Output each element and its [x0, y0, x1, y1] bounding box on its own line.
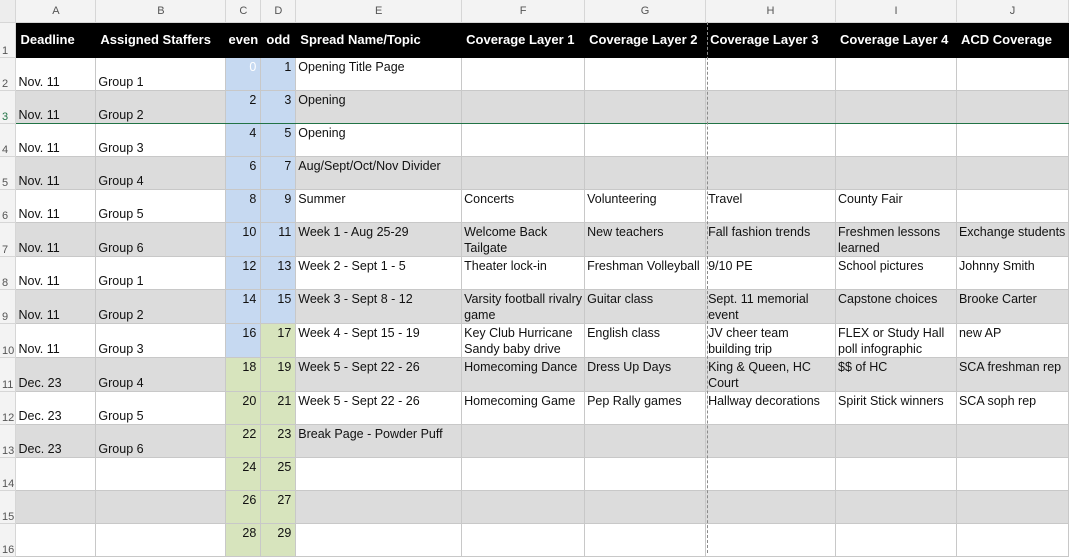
staffers-cell[interactable] — [96, 490, 226, 523]
row-number[interactable]: 5 — [0, 156, 16, 189]
spread-topic-cell[interactable]: Week 3 - Sept 8 - 12 — [296, 289, 462, 323]
spread-topic-cell[interactable]: Week 5 - Sept 22 - 26 — [296, 357, 462, 391]
deadline-cell[interactable]: Nov. 11 — [16, 189, 96, 222]
acd-coverage-cell[interactable]: Brooke Carter — [956, 289, 1068, 323]
coverage-layer-4-cell[interactable]: Spirit Stick winners — [836, 391, 957, 424]
odd-page-cell[interactable]: 13 — [261, 256, 296, 289]
odd-page-cell[interactable]: 17 — [261, 323, 296, 357]
coverage-layer-1-cell[interactable] — [462, 123, 585, 156]
spread-topic-cell[interactable]: Week 4 - Sept 15 - 19 — [296, 323, 462, 357]
header-spread-name[interactable]: Spread Name/Topic — [296, 22, 462, 57]
odd-page-cell[interactable]: 1 — [261, 57, 296, 90]
coverage-layer-2-cell[interactable]: Guitar class — [585, 289, 706, 323]
header-coverage-layer-2[interactable]: Coverage Layer 2 — [585, 22, 706, 57]
column-header-H[interactable]: H — [706, 0, 836, 22]
coverage-layer-2-cell[interactable] — [585, 90, 706, 123]
table-row — [0, 156, 1069, 189]
spread-topic-cell[interactable]: Opening Title Page — [296, 57, 462, 90]
odd-page-cell[interactable]: 19 — [261, 357, 296, 391]
row-number[interactable]: 2 — [0, 57, 16, 90]
coverage-layer-1-cell[interactable]: Key Club Hurricane Sandy baby drive — [462, 323, 585, 357]
deadline-cell[interactable]: Dec. 23 — [16, 357, 96, 391]
coverage-layer-3-cell[interactable]: Travel — [706, 189, 836, 222]
row-number[interactable]: 12 — [0, 391, 16, 424]
coverage-layer-2-cell[interactable]: Volunteering — [585, 189, 706, 222]
odd-page-cell[interactable]: 5 — [261, 123, 296, 156]
staffers-cell[interactable]: Group 1 — [96, 256, 226, 289]
table-row — [0, 57, 1069, 90]
deadline-cell[interactable]: Dec. 23 — [16, 424, 96, 457]
table-row — [0, 523, 1069, 556]
header-acd-coverage[interactable]: ACD Coverage — [956, 22, 1068, 57]
deadline-cell[interactable] — [16, 457, 96, 490]
coverage-layer-4-cell[interactable]: County Fair — [836, 189, 957, 222]
row-number[interactable]: 13 — [0, 424, 16, 457]
odd-page-cell[interactable]: 7 — [261, 156, 296, 189]
deadline-cell[interactable]: Nov. 11 — [16, 123, 96, 156]
acd-coverage-cell[interactable] — [956, 523, 1068, 556]
coverage-layer-2-cell[interactable] — [585, 457, 706, 490]
table-row — [0, 189, 1069, 222]
coverage-layer-3-cell[interactable] — [706, 490, 836, 523]
coverage-layer-4-cell[interactable]: Freshmen lessons learned — [836, 222, 957, 256]
even-page-cell[interactable]: 6 — [226, 156, 261, 189]
deadline-cell[interactable]: Dec. 23 — [16, 391, 96, 424]
table-row — [0, 256, 1069, 289]
coverage-layer-4-cell[interactable]: Capstone choices — [836, 289, 957, 323]
coverage-layer-2-cell[interactable]: Dress Up Days — [585, 357, 706, 391]
coverage-layer-2-cell[interactable]: Freshman Volleyball — [585, 256, 706, 289]
coverage-layer-1-cell[interactable] — [462, 156, 585, 189]
acd-coverage-cell[interactable] — [956, 189, 1068, 222]
coverage-layer-1-cell[interactable]: Varsity football rivalry game — [462, 289, 585, 323]
table-row — [0, 90, 1069, 123]
even-page-cell[interactable]: 24 — [226, 457, 261, 490]
deadline-cell[interactable]: Nov. 11 — [16, 90, 96, 123]
staffers-cell[interactable]: Group 2 — [96, 289, 226, 323]
coverage-layer-1-cell[interactable]: Concerts — [462, 189, 585, 222]
table-row — [0, 222, 1069, 256]
even-page-cell[interactable]: 22 — [226, 424, 261, 457]
table-header-row — [0, 22, 1069, 57]
spread-topic-cell[interactable]: Break Page - Powder Puff — [296, 424, 462, 457]
spread-topic-cell[interactable]: Week 5 - Sept 22 - 26 — [296, 391, 462, 424]
coverage-layer-4-cell[interactable] — [836, 490, 957, 523]
odd-page-cell[interactable]: 23 — [261, 424, 296, 457]
odd-page-cell[interactable]: 11 — [261, 222, 296, 256]
staffers-cell[interactable]: Group 6 — [96, 424, 226, 457]
coverage-layer-1-cell[interactable] — [462, 523, 585, 556]
column-header-E[interactable]: E — [296, 0, 462, 22]
header-deadline[interactable]: Deadline — [16, 22, 96, 57]
coverage-layer-4-cell[interactable] — [836, 523, 957, 556]
coverage-layer-1-cell[interactable] — [462, 424, 585, 457]
coverage-layer-3-cell[interactable]: King & Queen, HC Court — [706, 357, 836, 391]
coverage-layer-3-cell[interactable] — [706, 523, 836, 556]
header-odd[interactable]: odd — [261, 22, 296, 57]
staffers-cell[interactable]: Group 6 — [96, 222, 226, 256]
page-break-line — [707, 22, 708, 553]
column-header-C[interactable]: C — [226, 0, 261, 22]
coverage-layer-4-cell[interactable]: $$ of HC — [836, 357, 957, 391]
coverage-layer-4-cell[interactable] — [836, 123, 957, 156]
coverage-layer-3-cell[interactable]: Hallway decorations — [706, 391, 836, 424]
coverage-layer-4-cell[interactable]: School pictures — [836, 256, 957, 289]
coverage-layer-2-cell[interactable] — [585, 156, 706, 189]
column-header-row — [0, 0, 1069, 22]
odd-page-cell[interactable]: 15 — [261, 289, 296, 323]
row-number[interactable]: 11 — [0, 357, 16, 391]
table-row — [0, 289, 1069, 323]
coverage-layer-2-cell[interactable] — [585, 123, 706, 156]
acd-coverage-cell[interactable] — [956, 156, 1068, 189]
column-header-I[interactable]: I — [836, 0, 957, 22]
coverage-layer-4-cell[interactable] — [836, 424, 957, 457]
even-page-cell[interactable]: 0 — [226, 57, 261, 90]
spread-topic-cell[interactable] — [296, 523, 462, 556]
header-coverage-layer-4[interactable]: Coverage Layer 4 — [836, 22, 957, 57]
column-header-A[interactable]: A — [16, 0, 96, 22]
row-number[interactable]: 15 — [0, 490, 16, 523]
deadline-cell[interactable]: Nov. 11 — [16, 57, 96, 90]
table-row — [0, 424, 1069, 457]
spread-topic-cell[interactable]: Opening — [296, 90, 462, 123]
coverage-layer-3-cell[interactable] — [706, 156, 836, 189]
spread-topic-cell[interactable]: Opening — [296, 123, 462, 156]
coverage-layer-2-cell[interactable] — [585, 57, 706, 90]
coverage-layer-2-cell[interactable] — [585, 523, 706, 556]
even-page-cell[interactable]: 2 — [226, 90, 261, 123]
even-page-cell[interactable]: 20 — [226, 391, 261, 424]
coverage-layer-3-cell[interactable] — [706, 123, 836, 156]
even-page-cell[interactable]: 10 — [226, 222, 261, 256]
acd-coverage-cell[interactable] — [956, 123, 1068, 156]
odd-page-cell[interactable]: 27 — [261, 490, 296, 523]
table-row — [0, 391, 1069, 424]
spread-topic-cell[interactable] — [296, 457, 462, 490]
even-page-cell[interactable]: 26 — [226, 490, 261, 523]
staffers-cell[interactable] — [96, 523, 226, 556]
acd-coverage-cell[interactable]: SCA freshman rep — [956, 357, 1068, 391]
coverage-layer-1-cell[interactable] — [462, 490, 585, 523]
header-coverage-layer-3[interactable]: Coverage Layer 3 — [706, 22, 836, 57]
coverage-layer-3-cell[interactable]: JV cheer team building trip — [706, 323, 836, 357]
coverage-layer-4-cell[interactable] — [836, 156, 957, 189]
table-row — [0, 490, 1069, 523]
coverage-layer-3-cell[interactable] — [706, 57, 836, 90]
even-page-cell[interactable]: 12 — [226, 256, 261, 289]
header-assigned-staffers[interactable]: Assigned Staffers — [96, 22, 226, 57]
staffers-cell[interactable]: Group 3 — [96, 123, 226, 156]
deadline-cell[interactable] — [16, 523, 96, 556]
deadline-cell[interactable]: Nov. 11 — [16, 222, 96, 256]
staffers-cell[interactable] — [96, 457, 226, 490]
coverage-layer-1-cell[interactable] — [462, 457, 585, 490]
row-number[interactable]: 7 — [0, 222, 16, 256]
staffers-cell[interactable]: Group 4 — [96, 156, 226, 189]
coverage-layer-1-cell[interactable]: Welcome Back Tailgate — [462, 222, 585, 256]
column-header-G[interactable]: G — [585, 0, 706, 22]
header-even[interactable]: even — [226, 22, 261, 57]
table-row — [0, 457, 1069, 490]
column-header-J[interactable]: J — [956, 0, 1068, 22]
acd-coverage-cell[interactable] — [956, 90, 1068, 123]
staffers-cell[interactable]: Group 4 — [96, 357, 226, 391]
spread-topic-cell[interactable]: Summer — [296, 189, 462, 222]
table-row — [0, 323, 1069, 357]
header-coverage-layer-1[interactable]: Coverage Layer 1 — [462, 22, 585, 57]
row-number[interactable]: 8 — [0, 256, 16, 289]
column-header-B[interactable]: B — [96, 0, 226, 22]
column-header-F[interactable]: F — [462, 0, 585, 22]
even-page-cell[interactable]: 28 — [226, 523, 261, 556]
coverage-layer-3-cell[interactable] — [706, 457, 836, 490]
coverage-layer-3-cell[interactable] — [706, 90, 836, 123]
even-page-cell[interactable]: 4 — [226, 123, 261, 156]
even-page-cell[interactable]: 16 — [226, 323, 261, 357]
odd-page-cell[interactable]: 9 — [261, 189, 296, 222]
coverage-layer-4-cell[interactable] — [836, 457, 957, 490]
row-number[interactable]: 16 — [0, 523, 16, 556]
row-number[interactable]: 4 — [0, 123, 16, 156]
deadline-cell[interactable]: Nov. 11 — [16, 156, 96, 189]
coverage-layer-2-cell[interactable]: New teachers — [585, 222, 706, 256]
coverage-layer-1-cell[interactable]: Homecoming Dance — [462, 357, 585, 391]
row-number[interactable]: 10 — [0, 323, 16, 357]
coverage-layer-3-cell[interactable] — [706, 424, 836, 457]
acd-coverage-cell[interactable]: Exchange students — [956, 222, 1068, 256]
staffers-cell[interactable]: Group 2 — [96, 90, 226, 123]
odd-page-cell[interactable]: 3 — [261, 90, 296, 123]
row-number[interactable]: 9 — [0, 289, 16, 323]
deadline-cell[interactable]: Nov. 11 — [16, 289, 96, 323]
even-page-cell[interactable]: 18 — [226, 357, 261, 391]
odd-page-cell[interactable]: 25 — [261, 457, 296, 490]
odd-page-cell[interactable]: 21 — [261, 391, 296, 424]
coverage-layer-3-cell[interactable]: 9/10 PE — [706, 256, 836, 289]
coverage-layer-2-cell[interactable] — [585, 424, 706, 457]
acd-coverage-cell[interactable] — [956, 424, 1068, 457]
coverage-layer-4-cell[interactable] — [836, 57, 957, 90]
row-number[interactable]: 6 — [0, 189, 16, 222]
coverage-layer-1-cell[interactable]: Homecoming Game — [462, 391, 585, 424]
spread-topic-cell[interactable]: Aug/Sept/Oct/Nov Divider — [296, 156, 462, 189]
coverage-layer-1-cell[interactable]: Theater lock-in — [462, 256, 585, 289]
acd-coverage-cell[interactable] — [956, 57, 1068, 90]
column-header-D[interactable]: D — [261, 0, 296, 22]
row-number[interactable]: 1 — [0, 22, 16, 57]
even-page-cell[interactable]: 8 — [226, 189, 261, 222]
acd-coverage-cell[interactable]: SCA soph rep — [956, 391, 1068, 424]
spread-topic-cell[interactable] — [296, 490, 462, 523]
spread-topic-cell[interactable]: Week 2 - Sept 1 - 5 — [296, 256, 462, 289]
acd-coverage-cell[interactable]: Johnny Smith — [956, 256, 1068, 289]
acd-coverage-cell[interactable] — [956, 457, 1068, 490]
coverage-layer-3-cell[interactable]: Sept. 11 memorial event — [706, 289, 836, 323]
row-number[interactable]: 3 — [0, 90, 16, 123]
coverage-layer-2-cell[interactable]: English class — [585, 323, 706, 357]
staffers-cell[interactable]: Group 5 — [96, 189, 226, 222]
coverage-layer-1-cell[interactable] — [462, 90, 585, 123]
coverage-layer-4-cell[interactable] — [836, 90, 957, 123]
acd-coverage-cell[interactable]: new AP — [956, 323, 1068, 357]
coverage-layer-2-cell[interactable]: Pep Rally games — [585, 391, 706, 424]
table-row — [0, 123, 1069, 156]
select-all-corner[interactable] — [0, 0, 16, 22]
even-page-cell[interactable]: 14 — [226, 289, 261, 323]
odd-page-cell[interactable]: 29 — [261, 523, 296, 556]
deadline-cell[interactable]: Nov. 11 — [16, 323, 96, 357]
coverage-layer-2-cell[interactable] — [585, 490, 706, 523]
coverage-layer-1-cell[interactable] — [462, 57, 585, 90]
coverage-layer-3-cell[interactable]: Fall fashion trends — [706, 222, 836, 256]
acd-coverage-cell[interactable] — [956, 490, 1068, 523]
deadline-cell[interactable]: Nov. 11 — [16, 256, 96, 289]
table-row — [0, 357, 1069, 391]
deadline-cell[interactable] — [16, 490, 96, 523]
spread-topic-cell[interactable]: Week 1 - Aug 25-29 — [296, 222, 462, 256]
staffers-cell[interactable]: Group 3 — [96, 323, 226, 357]
coverage-layer-4-cell[interactable]: FLEX or Study Hall poll infographic — [836, 323, 957, 357]
staffers-cell[interactable]: Group 5 — [96, 391, 226, 424]
row-number[interactable]: 14 — [0, 457, 16, 490]
staffers-cell[interactable]: Group 1 — [96, 57, 226, 90]
